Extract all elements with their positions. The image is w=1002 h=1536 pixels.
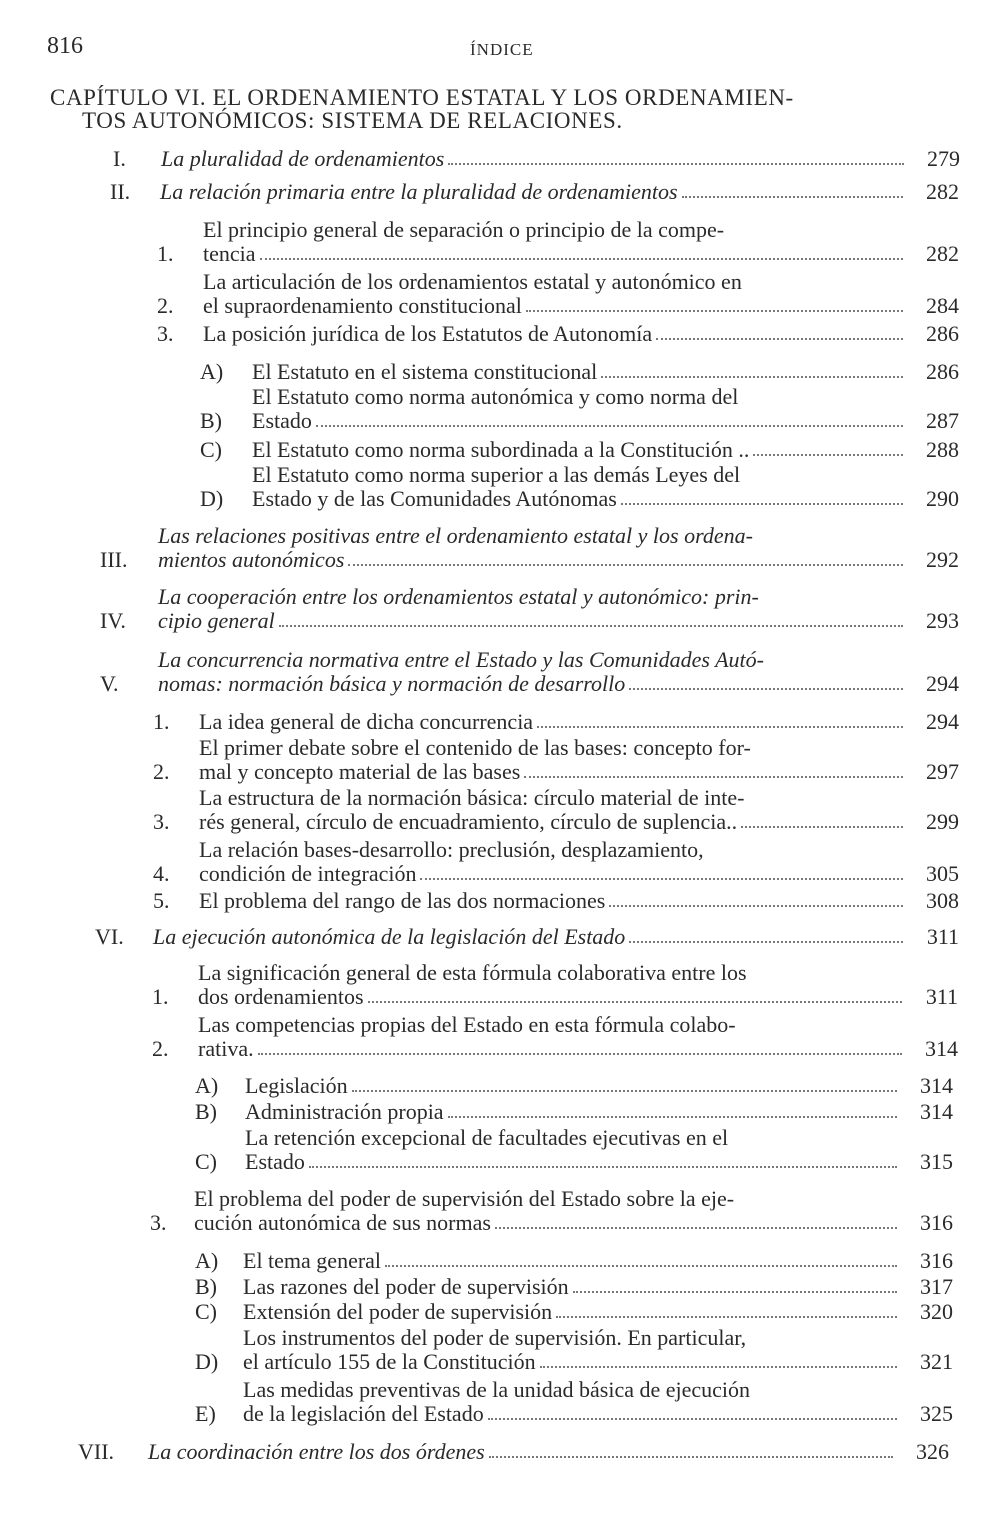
dot-leader — [629, 688, 903, 690]
toc-entry-title — [243, 1249, 901, 1273]
toc-entry-page: 294 — [926, 671, 959, 696]
toc-entry-title-line: el artículo 155 de la Constitución — [243, 1349, 536, 1374]
toc-entry-number: 2. — [152, 1036, 169, 1061]
toc-entry-title — [153, 925, 907, 949]
dot-leader — [420, 878, 903, 880]
toc-entry-number: I. — [113, 146, 126, 171]
dot-leader — [348, 564, 903, 566]
toc-entry-title — [158, 524, 907, 572]
toc-entry-page: 286 — [926, 321, 959, 346]
toc-entry-title-line: La cooperación entre los ordenamientos estatal y autonómico: prin- — [158, 584, 759, 609]
toc-entry-page: 297 — [926, 759, 959, 784]
toc-entry — [157, 218, 959, 266]
toc-entry — [100, 585, 959, 633]
toc-entry-page: 287 — [926, 408, 959, 433]
dot-leader — [656, 338, 903, 340]
toc-entry-page: 308 — [926, 888, 959, 913]
toc-entry-page: 326 — [916, 1439, 949, 1464]
chapter-heading-line: TOS AUTONÓMICOS: SISTEMA DE RELACIONES. — [82, 108, 623, 133]
toc-entry-number: B) — [200, 408, 222, 433]
toc-entry-page: 314 — [925, 1036, 958, 1061]
chapter-heading-line: CAPÍTULO VI. EL ORDENAMIENTO ESTATAL Y LOS ORDENAMIEN- — [50, 85, 794, 110]
toc-entry-title-line: Extensión del poder de supervisión — [243, 1299, 553, 1324]
toc-entry-number: 3. — [157, 321, 174, 346]
toc-entry-title-line: El Estatuto como norma autonómica y como norma del — [252, 384, 739, 409]
toc-entry-title — [252, 438, 907, 462]
toc-entry-title-line: El problema del poder de supervisión del Estado sobre la eje- — [194, 1186, 735, 1211]
dot-leader — [540, 1366, 897, 1368]
toc-entry-page: 316 — [920, 1248, 953, 1273]
toc-entry-title-line: La articulación de los ordenamientos estatal y autonómico en — [203, 269, 742, 294]
dot-leader — [279, 625, 903, 627]
dot-leader — [573, 1291, 897, 1293]
toc-entry-title — [158, 585, 907, 633]
toc-entry-title-line: La relación bases-desarrollo: preclusión, desplazamiento, — [199, 837, 704, 862]
toc-entry-title-line: Las razones del poder de supervisión — [243, 1274, 569, 1299]
toc-entry-title-line: cipio general — [158, 608, 275, 633]
toc-entry-title-line: Estado — [252, 408, 312, 433]
toc-entry-page: 299 — [926, 809, 959, 834]
toc-entry-title — [252, 360, 907, 384]
toc-entry-number: C) — [195, 1299, 217, 1324]
toc-entry-title — [199, 786, 907, 834]
toc-entry-title — [245, 1100, 901, 1124]
toc-entry-number: 5. — [153, 888, 170, 913]
toc-entry-page: 317 — [920, 1274, 953, 1299]
dot-leader — [258, 1053, 902, 1055]
toc-entry-title — [199, 838, 907, 886]
toc-entry-title — [243, 1326, 901, 1374]
toc-entry-number: III. — [100, 547, 128, 572]
toc-entry-page: 288 — [926, 437, 959, 462]
dot-leader — [316, 425, 903, 427]
toc-entry-title — [203, 322, 907, 346]
toc-entry-page: 315 — [920, 1149, 953, 1174]
toc-entry-number: 1. — [153, 709, 170, 734]
toc-entry-title — [245, 1126, 901, 1174]
dot-leader — [385, 1265, 897, 1267]
dot-leader — [448, 163, 904, 165]
toc-entry-title-line: cución autonómica de sus normas — [194, 1210, 491, 1235]
toc-entry-title-line: La relación primaria entre la pluralidad de ordenamientos — [160, 179, 678, 204]
toc-entry-number: B) — [195, 1274, 217, 1299]
toc-entry-number: 3. — [153, 809, 170, 834]
toc-entry — [195, 1300, 953, 1324]
toc-entry-number: V. — [100, 671, 119, 696]
toc-entry-title-line: Estado — [245, 1149, 305, 1174]
toc-entry-number: VII. — [78, 1439, 115, 1464]
toc-entry — [195, 1378, 953, 1426]
toc-entry — [110, 180, 959, 204]
toc-entry-title-line: La pluralidad de ordenamientos — [161, 146, 445, 171]
toc-entry-number: C) — [195, 1149, 217, 1174]
toc-entry-title-line: El problema del rango de las dos normaciones — [199, 888, 606, 913]
toc-entry — [157, 270, 959, 318]
toc-entry-number: B) — [195, 1099, 217, 1124]
toc-entry-number: A) — [195, 1073, 219, 1098]
page-number: 816 — [47, 33, 83, 59]
toc-entry-number: IV. — [100, 608, 126, 633]
toc-entry — [113, 147, 960, 171]
toc-entry-title-line: La coordinación entre los dos órdenes — [148, 1439, 485, 1464]
dot-leader — [629, 941, 903, 943]
dot-leader — [609, 905, 903, 907]
toc-entry-title-line: La concurrencia normativa entre el Estado y las Comunidades Autó- — [158, 647, 764, 672]
toc-entry-title-line: El principio general de separación o principio de la compe- — [203, 217, 725, 242]
toc-entry — [153, 786, 959, 834]
toc-entry-title — [252, 463, 907, 511]
toc-entry-number: C) — [200, 437, 222, 462]
toc-entry-title — [243, 1378, 901, 1426]
toc-entry-title-line: Administración propia — [245, 1099, 444, 1124]
toc-entry-title-line: rés general, círculo de encuadramiento, círculo de suplencia.. — [199, 809, 738, 834]
toc-entry-title-line: La posición jurídica de los Estatutos de Autonomía — [203, 321, 653, 346]
dot-leader — [368, 1001, 902, 1003]
toc-entry-title-line: rativa. — [198, 1036, 254, 1061]
toc-entry-title-line: La estructura de la normación básica: círculo material de inte- — [199, 785, 745, 810]
toc-entry-title-line: nomas: normación básica y normación de desarrollo — [158, 671, 626, 696]
toc-entry-number: 2. — [153, 759, 170, 784]
toc-entry — [153, 736, 959, 784]
toc-entry-title-line: tencia — [203, 241, 256, 266]
toc-entry — [195, 1275, 953, 1299]
toc-entry-number: D) — [195, 1349, 219, 1374]
toc-entry-title-line: El Estatuto como norma subordinada a la Constitución .. — [252, 437, 750, 462]
toc-entry-title — [160, 180, 907, 204]
toc-entry — [153, 710, 959, 734]
toc-entry — [200, 360, 959, 384]
toc-entry-page: 282 — [926, 179, 959, 204]
toc-entry-title — [203, 270, 907, 318]
toc-entry-number: A) — [195, 1248, 219, 1273]
dot-leader — [556, 1316, 897, 1318]
toc-entry-page: 314 — [920, 1099, 953, 1124]
toc-entry-title-line: Legislación — [245, 1073, 348, 1098]
toc-entry-title-line: La retención excepcional de facultades ejecutivas en el — [245, 1125, 729, 1150]
toc-entry — [150, 1187, 953, 1235]
toc-entry-page: 279 — [927, 146, 960, 171]
toc-entry-page: 320 — [920, 1299, 953, 1324]
dot-leader — [524, 776, 903, 778]
toc-entry-page: 314 — [920, 1073, 953, 1098]
chapter-heading — [50, 86, 955, 132]
toc-entry-title-line: el supraordenamiento constitucional — [203, 293, 522, 318]
toc-entry-title — [199, 710, 907, 734]
toc-entry-page: 290 — [926, 486, 959, 511]
toc-entry-title-line: Estado y de las Comunidades Autónomas — [252, 486, 617, 511]
dot-leader — [352, 1090, 897, 1092]
toc-entry-title — [252, 385, 907, 433]
toc-entry-page: 282 — [926, 241, 959, 266]
toc-entry-title — [194, 1187, 901, 1235]
toc-entry-title-line: Los instrumentos del poder de supervisión. En particular, — [243, 1325, 747, 1350]
toc-entry — [100, 648, 959, 696]
toc-entry-number: A) — [200, 359, 224, 384]
toc-entry-number: II. — [110, 179, 131, 204]
toc-entry — [152, 1013, 958, 1061]
dot-leader — [260, 258, 903, 260]
toc-entry — [200, 463, 959, 511]
toc-entry — [195, 1126, 953, 1174]
toc-entry-number: 3. — [150, 1210, 167, 1235]
toc-entry-title — [198, 1013, 906, 1061]
toc-entry-title — [198, 961, 906, 1009]
toc-entry-title-line: El Estatuto como norma superior a las demás Leyes del — [252, 462, 741, 487]
toc-entry-number: 4. — [153, 861, 170, 886]
dot-leader — [601, 376, 903, 378]
toc-entry-page: 305 — [926, 861, 959, 886]
dot-leader — [489, 1456, 893, 1458]
dot-leader — [537, 726, 903, 728]
toc-entry — [157, 322, 959, 346]
toc-entry-page: 311 — [925, 984, 958, 1009]
toc-entry-page: 293 — [926, 608, 959, 633]
toc-entry — [78, 1440, 949, 1464]
toc-entry — [195, 1326, 953, 1374]
toc-entry — [195, 1249, 953, 1273]
toc-entry — [100, 524, 959, 572]
toc-entry — [195, 1100, 953, 1124]
dot-leader — [741, 826, 903, 828]
dot-leader — [488, 1418, 897, 1420]
toc-entry-title-line: dos ordenamientos — [198, 984, 364, 1009]
toc-entry-page: 284 — [926, 293, 959, 318]
toc-entry-title-line: La idea general de dicha concurrencia — [199, 709, 534, 734]
toc-entry-title — [158, 648, 907, 696]
toc-entry-title — [199, 889, 907, 913]
toc-entry-title — [243, 1300, 901, 1324]
toc-entry-title-line: Las relaciones positivas entre el ordenamiento estatal y los ordena- — [158, 523, 753, 548]
toc-entry-title-line: Las competencias propias del Estado en esta fórmula colabo- — [198, 1012, 736, 1037]
toc-entry-title-line: Las medidas preventivas de la unidad básica de ejecución — [243, 1377, 751, 1402]
toc-entry-title — [245, 1074, 901, 1098]
toc-entry-number: 1. — [157, 241, 174, 266]
toc-entry-page: 311 — [926, 924, 959, 949]
dot-leader — [753, 454, 903, 456]
running-head: ÍNDICE — [470, 40, 534, 59]
dot-leader — [495, 1227, 897, 1229]
toc-entry-title-line: condición de integración — [199, 861, 417, 886]
toc-entry-page: 316 — [920, 1210, 953, 1235]
toc-entry-number: E) — [195, 1401, 216, 1426]
toc-entry — [152, 961, 958, 1009]
toc-entry-page: 292 — [926, 547, 959, 572]
toc-entry-page: 294 — [926, 709, 959, 734]
toc-entry-title — [203, 218, 907, 266]
toc-entry-number: 2. — [157, 293, 174, 318]
toc-entry-title-line: El tema general — [243, 1248, 382, 1273]
toc-entry-page: 321 — [920, 1349, 953, 1374]
toc-entry-title — [199, 736, 907, 784]
toc-entry — [195, 1074, 953, 1098]
dot-leader — [448, 1116, 897, 1118]
toc-entry-title — [148, 1440, 897, 1464]
dot-leader — [621, 503, 903, 505]
toc-entry-title-line: mal y concepto material de las bases — [199, 759, 521, 784]
toc-entry-number: D) — [200, 486, 224, 511]
toc-entry-number: 1. — [152, 984, 169, 1009]
toc-entry-title — [161, 147, 908, 171]
toc-entry — [95, 925, 959, 949]
toc-entry-title-line: mientos autonómicos — [158, 547, 345, 572]
toc-entry-number: VI. — [95, 924, 124, 949]
dot-leader — [682, 196, 903, 198]
toc-entry — [200, 385, 959, 433]
toc-entry-title — [243, 1275, 901, 1299]
toc-entry-page: 325 — [920, 1401, 953, 1426]
toc-entry-title-line: El Estatuto en el sistema constitucional — [252, 359, 598, 384]
toc-entry-title-line: El primer debate sobre el contenido de las bases: concepto for- — [199, 735, 751, 760]
dot-leader — [309, 1166, 897, 1168]
toc-entry — [200, 438, 959, 462]
toc-entry — [153, 889, 959, 913]
toc-entry-title-line: La significación general de esta fórmula colaborativa entre los — [198, 960, 747, 985]
toc-entry-title-line: de la legislación del Estado — [243, 1401, 484, 1426]
toc-entry-title-line: La ejecución autonómica de la legislación del Estado — [153, 924, 626, 949]
dot-leader — [526, 310, 903, 312]
toc-entry-page: 286 — [926, 359, 959, 384]
toc-entry — [153, 838, 959, 886]
